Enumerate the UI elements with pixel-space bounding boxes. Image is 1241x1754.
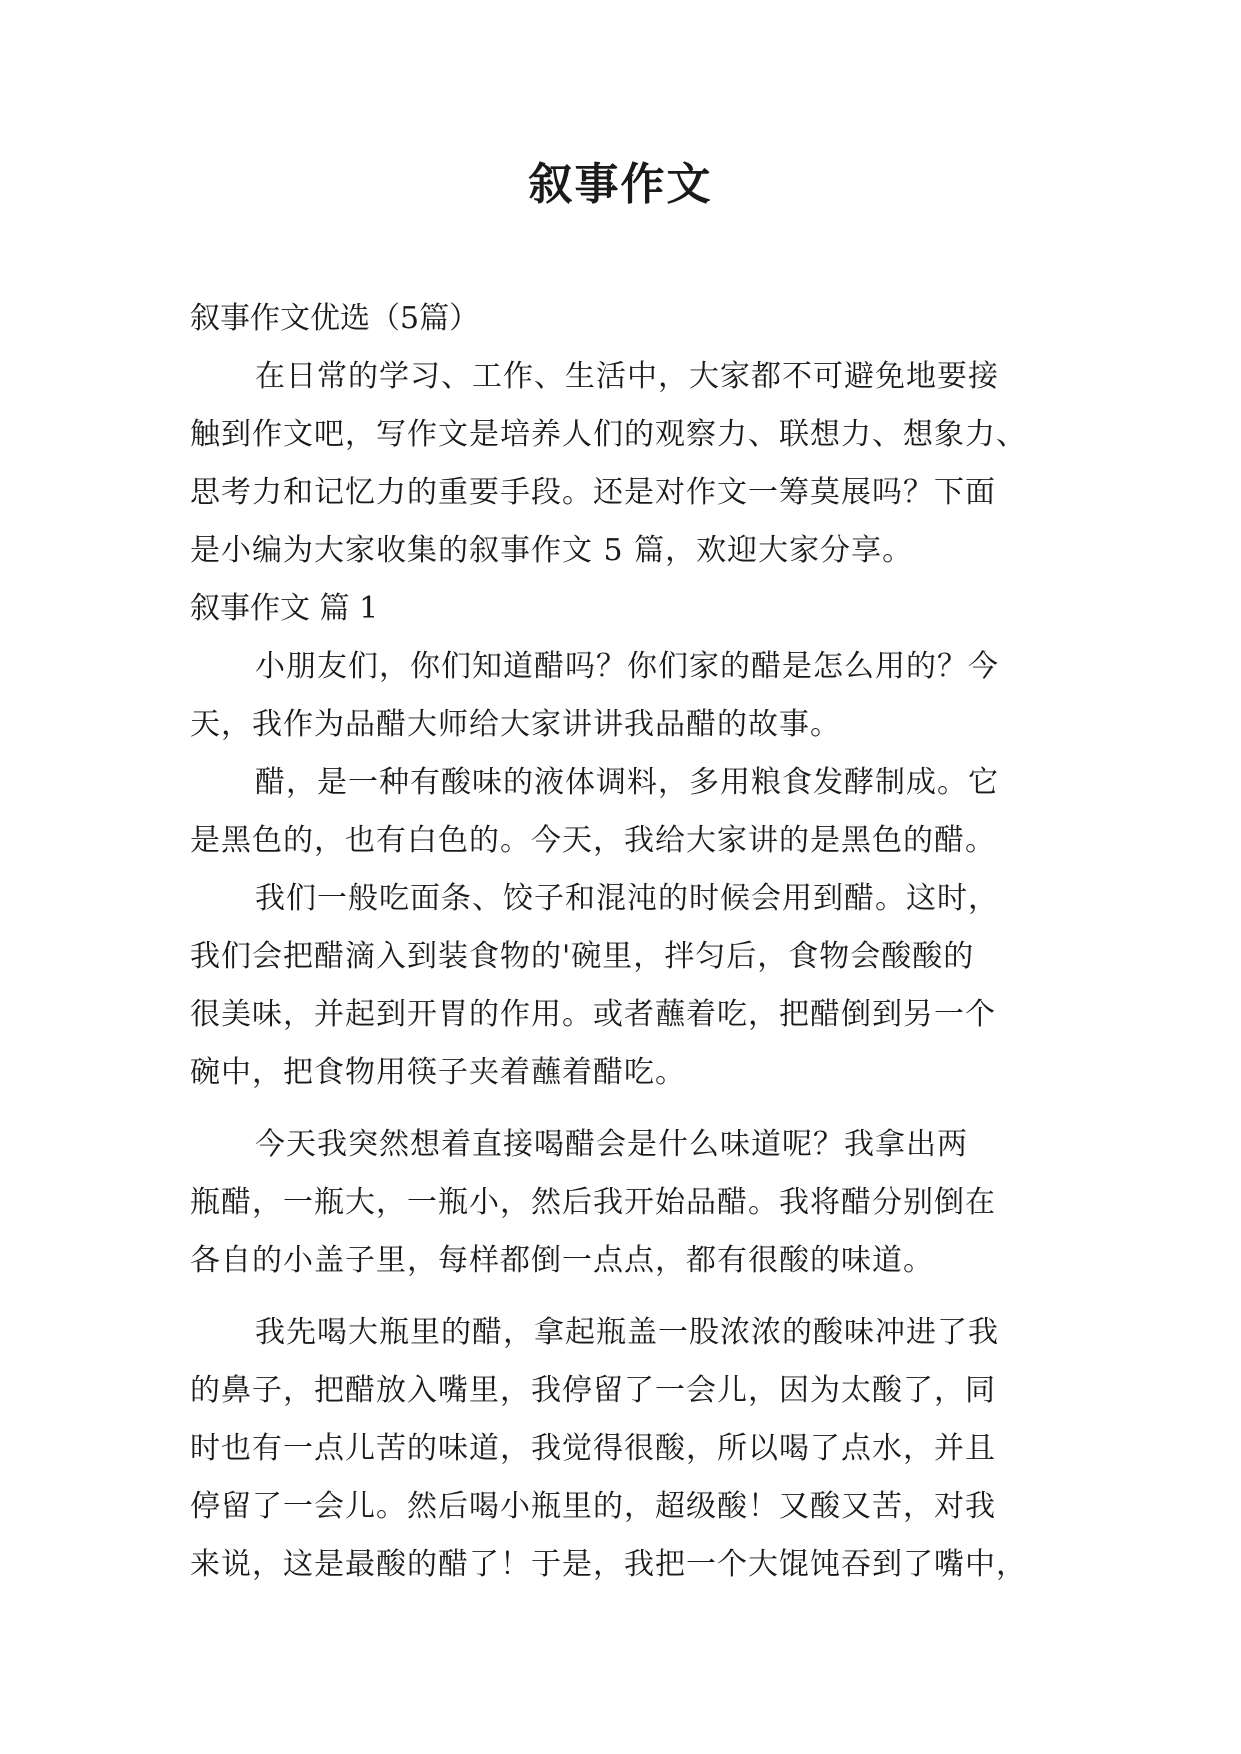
paragraph-line: 我们会把醋滴入到装食物的'碗里，拌匀后，食物会酸酸的 [190,939,975,974]
body-paragraph [190,754,1070,870]
paragraph-line: 思考力和记忆力的重要手段。还是对作文一筹莫展吗？下面 [190,475,996,510]
paragraph-line: 我先喝大瓶里的醋，拿起瓶盖一股浓浓的酸味冲进了我 [255,1315,999,1350]
body-paragraph [190,638,1070,754]
paragraph-line: 很美味，并起到开胃的作用。或者蘸着吃，把醋倒到另一个 [190,997,996,1032]
paragraph-line: 碗中，把食物用筷子夹着蘸着醋吃。 [190,1055,686,1090]
document-body [190,290,1070,1594]
paragraph-line: 瓶醋，一瓶大，一瓶小，然后我开始品醋。我将醋分别倒在 [190,1185,996,1220]
paragraph-line: 各自的小盖子里，每样都倒一点点，都有很酸的味道。 [190,1243,934,1278]
paragraph-line: 来说，这是最酸的醋了！于是，我把一个大馄饨吞到了嘴中， [190,1547,1027,1582]
body-paragraph [190,870,1070,1102]
paragraph-line: 醋，是一种有酸味的液体调料，多用粮食发酵制成。它 [255,765,999,800]
section-heading: 叙事作文 篇 1 [190,591,379,626]
paragraph-line: 我们一般吃面条、饺子和混沌的时候会用到醋。这时， [255,881,999,916]
paragraph-line: 在日常的学习、工作、生活中，大家都不可避免地要接 [255,359,999,394]
body-paragraph [190,1304,1070,1594]
paragraph-line: 今天我突然想着直接喝醋会是什么味道呢？我拿出两 [255,1127,968,1162]
intro-paragraph [190,348,1070,580]
body-paragraph [190,1116,1070,1290]
document-title: 叙事作文 [528,159,713,210]
paragraph-line: 触到作文吧，写作文是培养人们的观察力、联想力、想象力、 [190,417,1027,452]
document-subtitle: 叙事作文优选（5篇） [190,301,480,336]
paragraph-line: 停留了一会儿。然后喝小瓶里的，超级酸！又酸又苦，对我 [190,1489,996,1524]
paragraph-line: 是小编为大家收集的叙事作文 5 篇，欢迎大家分享。 [190,533,914,568]
paragraph-line: 时也有一点儿苦的味道，我觉得很酸，所以喝了点水，并且 [190,1431,996,1466]
paragraph-line: 小朋友们，你们知道醋吗？你们家的醋是怎么用的？今 [255,649,999,684]
paragraph-line: 天，我作为品醋大师给大家讲讲我品醋的故事。 [190,707,841,742]
paragraph-line: 的鼻子，把醋放入嘴里，我停留了一会儿，因为太酸了，同 [190,1373,996,1408]
paragraph-line: 是黑色的，也有白色的。今天，我给大家讲的是黑色的醋。 [190,823,996,858]
